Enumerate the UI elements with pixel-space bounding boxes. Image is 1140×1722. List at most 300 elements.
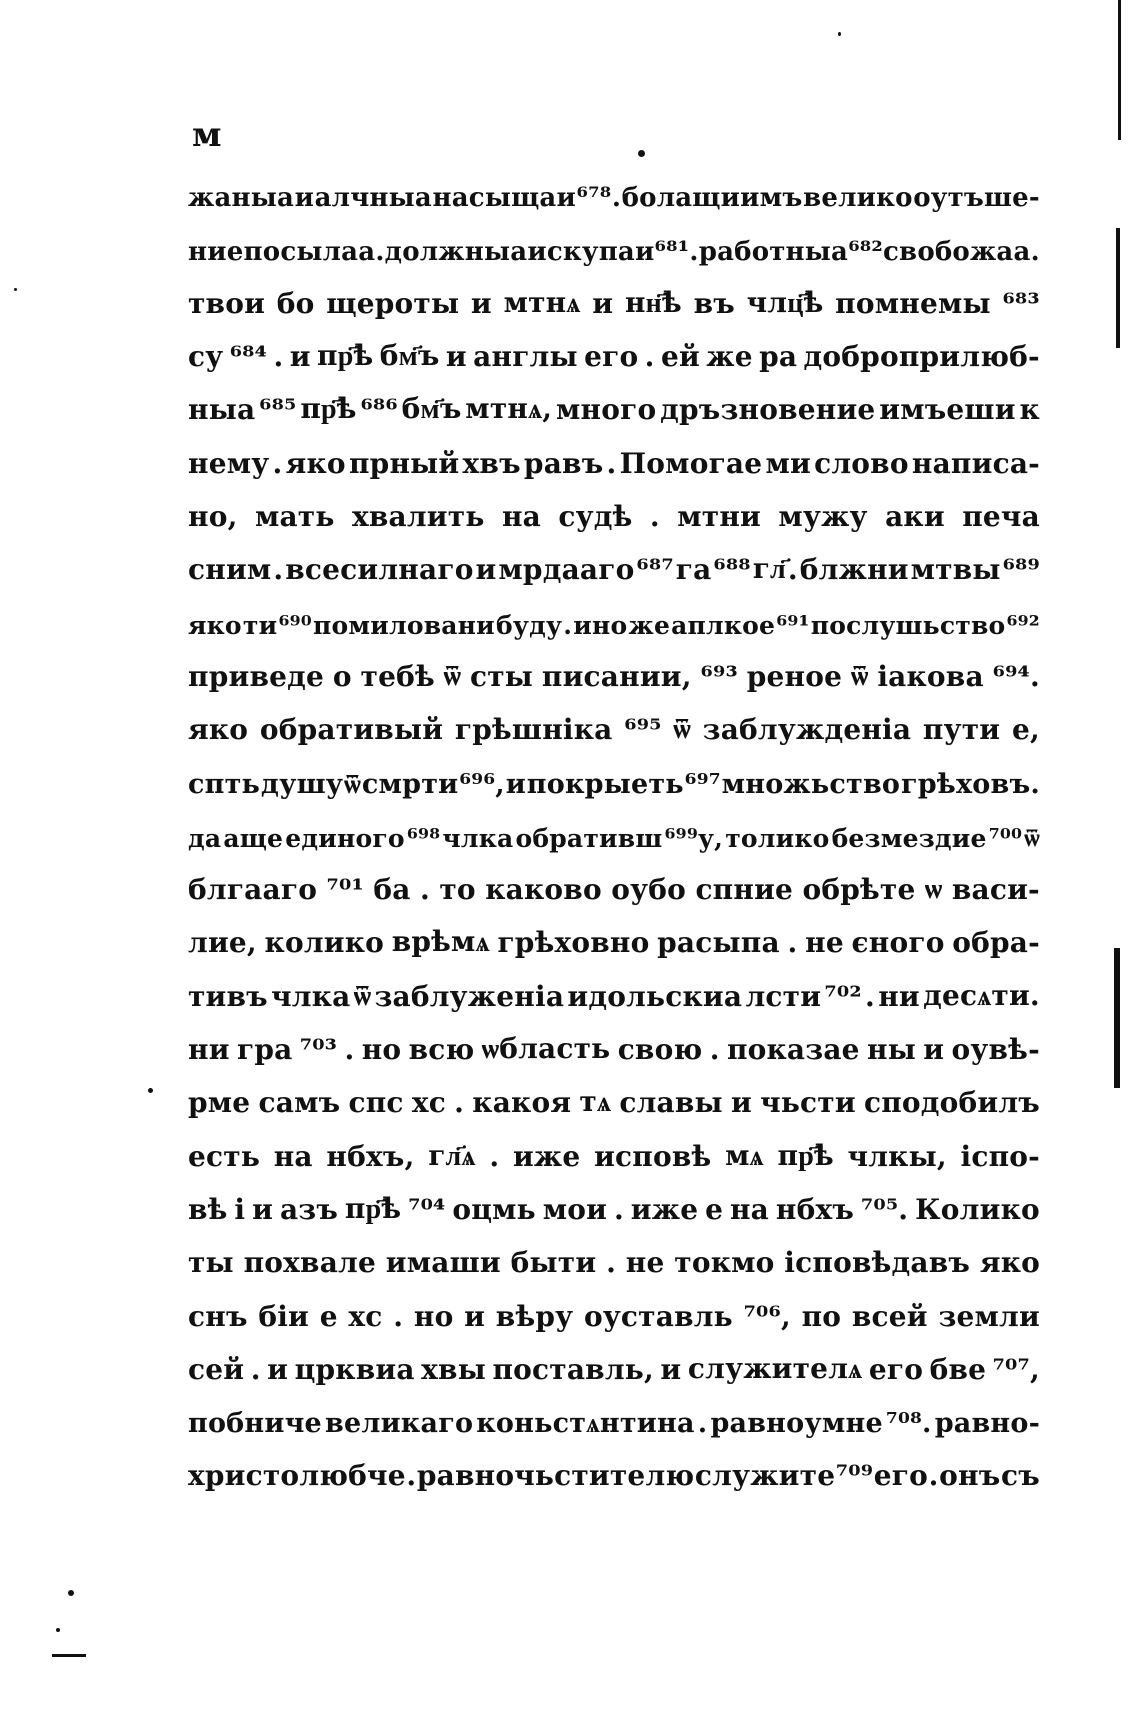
word: токмо	[674, 1246, 775, 1280]
text-line	[188, 426, 1040, 479]
word: .	[613, 1192, 624, 1226]
word: всю	[408, 1033, 475, 1067]
word: иже	[630, 1192, 699, 1226]
word: иже	[512, 1139, 581, 1173]
word: и	[730, 1086, 752, 1120]
word: бо	[276, 286, 315, 320]
word: великаго	[325, 1408, 474, 1440]
scan-edge-mark	[1116, 228, 1120, 348]
word: рме	[188, 1086, 251, 1120]
word: члц҃ѣ	[746, 285, 824, 319]
word: сты	[470, 659, 534, 693]
word: коньстѧнтина	[476, 1408, 695, 1440]
word: единого	[285, 823, 405, 853]
word: ⁶⁹⁶,	[459, 768, 505, 800]
word: и	[252, 1192, 274, 1226]
word: .	[644, 340, 655, 374]
word: .	[709, 1033, 720, 1067]
word: яко	[285, 446, 346, 480]
word: .	[250, 1352, 261, 1386]
word: гл҃ѧ	[428, 1138, 476, 1172]
word: .	[689, 236, 699, 267]
text-line	[188, 959, 1040, 1012]
scan-speck	[14, 288, 17, 291]
word: реное	[746, 659, 843, 693]
word: ти	[242, 610, 278, 640]
text-line	[188, 480, 1040, 533]
word: грѣховъ.	[900, 768, 1040, 800]
word: ни	[878, 979, 920, 1013]
word: мѧ	[725, 1138, 764, 1172]
word: оутъше-	[913, 183, 1040, 214]
word: оцмь	[452, 1192, 536, 1226]
text-line	[188, 320, 1040, 373]
word: лсти	[745, 979, 822, 1013]
word: яко	[188, 610, 242, 640]
page-letter: м	[192, 115, 222, 155]
scan-speck	[56, 1628, 60, 1632]
word: самъ	[258, 1086, 341, 1120]
word: члка	[442, 823, 514, 853]
word: ⁷⁰⁴	[408, 1192, 446, 1226]
word: хвы	[421, 1352, 486, 1386]
word: грѣшніка	[454, 713, 613, 747]
word: писании,	[541, 659, 692, 693]
word: к	[1019, 393, 1040, 427]
word: нбхъ	[775, 1192, 855, 1226]
word: и	[923, 1033, 945, 1067]
text-line	[188, 533, 1040, 586]
word: дръзновение	[660, 393, 876, 427]
word: побниче	[188, 1408, 322, 1440]
word: .	[273, 553, 284, 587]
word: ты	[188, 1246, 234, 1280]
word: же	[706, 340, 753, 374]
word: .	[406, 1459, 417, 1493]
word: множьство	[721, 768, 901, 800]
word: хс	[411, 1086, 446, 1120]
word: тѧ	[579, 1085, 612, 1119]
word: ⁶⁷⁸	[576, 183, 612, 214]
word: ⁶⁸²	[848, 236, 883, 267]
word: .	[606, 1246, 617, 1280]
word: .	[273, 340, 284, 374]
word: ѿ	[353, 978, 372, 1012]
word: толико	[725, 823, 830, 853]
word: насыщаи	[432, 183, 576, 214]
word: су	[188, 340, 224, 374]
word: .	[649, 500, 660, 534]
text-line	[188, 586, 1040, 639]
word: азъ	[279, 1192, 339, 1226]
word: ⁶⁹⁸	[406, 823, 441, 853]
word: га	[675, 553, 712, 587]
word: ныа	[188, 393, 256, 427]
word: колико	[264, 926, 385, 960]
word: .	[272, 446, 283, 480]
word: имъеши	[879, 393, 1016, 427]
word: ми	[765, 446, 811, 480]
text-line	[188, 853, 1040, 906]
word: ⁷⁰¹	[326, 873, 364, 907]
text-line	[188, 1119, 1040, 1172]
word: ⁶⁸³	[1002, 286, 1040, 320]
word: вѣ	[188, 1192, 228, 1226]
word: болащиимъ	[621, 183, 803, 214]
text-line	[188, 906, 1040, 959]
word: буду	[496, 610, 563, 640]
word: .	[606, 446, 617, 480]
word: лие,	[188, 926, 257, 960]
word: .	[865, 979, 875, 1013]
word: .	[563, 610, 573, 640]
word: нему	[188, 446, 270, 480]
word: расыпа	[657, 926, 780, 960]
word: ѿ	[850, 658, 869, 692]
word: каково	[485, 873, 602, 907]
word: ⁶⁹⁹у,	[664, 823, 724, 853]
word: бве	[929, 1352, 987, 1386]
word: ісповѣдавъ	[784, 1246, 971, 1280]
word: велико	[803, 183, 913, 214]
word: ѿ	[344, 768, 362, 800]
word: мтвы	[910, 553, 1001, 587]
word: показае	[726, 1033, 860, 1067]
word: спс	[348, 1086, 404, 1120]
word: Помогае	[619, 446, 763, 480]
word: похвале	[243, 1246, 377, 1280]
word: обративый	[259, 713, 444, 747]
word: мои	[542, 1192, 608, 1226]
word: щероты	[326, 286, 460, 320]
word: ⁷⁰²	[824, 979, 862, 1013]
word: душу	[260, 768, 344, 800]
scan-speck	[838, 32, 841, 36]
word: прный	[348, 446, 460, 480]
word: его	[873, 1459, 929, 1493]
word: .	[787, 553, 798, 587]
scan-edge-mark	[1114, 948, 1120, 1088]
word: яко	[188, 713, 249, 747]
word: ра	[759, 340, 798, 374]
word: хвалить	[351, 500, 485, 534]
word: члкы,	[847, 1139, 947, 1173]
word: свобожаа	[883, 236, 1031, 267]
word: ны	[867, 1033, 916, 1067]
word: ⁷⁰³	[299, 1033, 338, 1067]
word: написа-	[911, 446, 1040, 480]
word: ино	[573, 610, 628, 640]
word: и	[464, 1299, 486, 1333]
word: ⁷⁰⁷,	[992, 1352, 1040, 1386]
word: ⁶⁹³	[700, 659, 738, 693]
word: съ	[1000, 1459, 1040, 1493]
scan-speck	[638, 150, 645, 157]
word: ⁶⁹⁰	[278, 610, 312, 640]
word: заблужденіа	[702, 713, 912, 747]
word: и	[470, 286, 492, 320]
word: ние	[188, 236, 244, 267]
word: безмездие	[831, 823, 987, 853]
word: тивъ	[188, 979, 268, 1013]
word: служителѧ	[687, 1351, 863, 1385]
word: ⁶⁹⁷	[684, 768, 721, 800]
word: равночьстителю	[416, 1459, 695, 1493]
word: нн҃ѣ	[624, 285, 682, 319]
word: и	[505, 768, 526, 800]
word: обративш	[515, 823, 663, 853]
word: яко	[979, 1246, 1040, 1280]
scan-edge-mark	[1118, 0, 1121, 140]
word: вѣру	[495, 1299, 574, 1333]
word: всесилнаго	[285, 553, 474, 587]
scan-speck	[68, 1590, 74, 1596]
word: сей	[188, 1352, 245, 1386]
word: ⁶⁸⁹	[1002, 553, 1040, 587]
word: свою	[617, 1033, 703, 1067]
word: поставль,	[492, 1352, 654, 1386]
word: десѧти.	[923, 978, 1040, 1012]
word: равъ	[523, 446, 604, 480]
word: ⁷⁰⁸.	[885, 1408, 932, 1440]
word: оуставль	[583, 1299, 733, 1333]
word: алчныа	[314, 183, 432, 214]
scan-edge-mark	[52, 1654, 86, 1657]
word: и	[445, 340, 467, 374]
word: на	[501, 500, 541, 534]
word: и	[475, 553, 497, 587]
word: спть	[188, 768, 261, 800]
text-line	[188, 1333, 1040, 1386]
word: гра	[236, 1033, 293, 1067]
word: но	[361, 1033, 402, 1067]
word: равноумне	[710, 1408, 883, 1440]
word: црквиа	[294, 1352, 415, 1386]
text-line	[188, 1279, 1040, 1332]
word: бм҃ъ	[379, 339, 440, 373]
text-line	[188, 213, 1040, 266]
text-line	[188, 1439, 1040, 1492]
text-line	[188, 746, 1040, 799]
word: обрѣте	[802, 873, 916, 907]
word: много	[556, 393, 657, 427]
word: мтнѧ	[503, 285, 581, 319]
word: твои	[188, 286, 266, 320]
word: мтни	[677, 500, 762, 534]
word: .	[787, 926, 798, 960]
word: искупаи	[527, 236, 655, 267]
word: ⁶⁹⁴.	[992, 659, 1040, 693]
word: хвъ	[462, 446, 521, 480]
word: .	[393, 1299, 404, 1333]
word: ѿ	[443, 658, 462, 692]
word: .	[454, 1086, 465, 1120]
word: грѣховно	[497, 926, 650, 960]
word: ей	[660, 340, 700, 374]
word: іспо-	[960, 1139, 1040, 1173]
word: всей	[851, 1299, 928, 1333]
word: ⁷⁰⁹	[835, 1459, 874, 1493]
word: же	[628, 610, 671, 640]
word: помнемы	[835, 286, 991, 320]
word: .	[1030, 236, 1040, 267]
word: аплкое	[671, 610, 776, 640]
word: хс	[348, 1299, 383, 1333]
word: англы	[473, 340, 578, 374]
text-line	[188, 1013, 1040, 1066]
word: на	[729, 1192, 770, 1226]
word: оувѣ-	[951, 1033, 1040, 1067]
word: но,	[188, 500, 238, 534]
word: посылаа	[243, 236, 376, 267]
word: и	[289, 340, 311, 374]
text-block	[188, 160, 1040, 1492]
word: .	[611, 183, 622, 214]
word: приведе	[188, 659, 324, 693]
word: ѡ	[924, 872, 943, 906]
word: ⁷⁰⁵.	[860, 1192, 909, 1226]
word: помиловани	[312, 610, 495, 640]
word: ⁶⁸⁷	[636, 553, 674, 587]
word: ⁶⁹¹	[776, 610, 810, 640]
word: ѡбласть	[481, 1032, 611, 1066]
word: гл҃	[752, 552, 786, 586]
word: славы	[619, 1086, 723, 1120]
word: обра-	[952, 926, 1040, 960]
word: печа	[962, 500, 1040, 534]
word: е	[319, 1299, 338, 1333]
word: ⁷⁰⁶,	[743, 1299, 791, 1333]
word: мужу	[778, 500, 868, 534]
word: работныа	[698, 236, 849, 267]
word: ѿ	[673, 712, 691, 746]
word: ⁶⁸⁴	[229, 340, 268, 374]
word: послушьство	[810, 610, 1006, 640]
word: быти	[510, 1246, 597, 1280]
scan-speck	[148, 1088, 153, 1093]
word: но	[413, 1299, 454, 1333]
word: имаши	[385, 1246, 501, 1280]
text-line	[188, 1386, 1040, 1439]
word: онъ	[939, 1459, 1001, 1493]
word: заблуженіа	[374, 979, 565, 1013]
word: спние	[695, 873, 794, 907]
word: есть	[188, 1139, 261, 1173]
word: ни	[188, 1033, 230, 1067]
word: ⁶⁸¹	[654, 236, 690, 267]
word: о	[332, 659, 352, 693]
word: его	[584, 340, 639, 374]
word: и	[592, 286, 614, 320]
word: пр҃ѣ	[300, 392, 357, 426]
word: то	[439, 873, 476, 907]
word: аще	[223, 823, 284, 853]
word: христолюбче	[188, 1459, 406, 1493]
word: равно-	[934, 1408, 1040, 1440]
word: бм҃ъ	[401, 392, 462, 426]
word: слово	[814, 446, 909, 480]
word: біи	[258, 1299, 309, 1333]
word: .	[489, 1139, 500, 1173]
word: іакова	[877, 659, 984, 693]
word: блжни	[799, 553, 909, 587]
word: ба	[373, 873, 411, 907]
word: васи-	[951, 873, 1040, 907]
word: и	[660, 1352, 682, 1386]
word: какоя	[472, 1086, 572, 1120]
word: мрдааго	[498, 553, 635, 587]
word: да	[188, 823, 222, 853]
text-line	[188, 1226, 1040, 1279]
text-line	[188, 267, 1040, 320]
word: и	[267, 1352, 289, 1386]
word: пр҃ѣ	[317, 339, 374, 373]
word: ⁷⁰⁰	[988, 823, 1023, 853]
text-line	[188, 373, 1040, 426]
word: сподобилъ	[863, 1086, 1040, 1120]
text-line	[188, 800, 1040, 853]
word: исповѣ	[594, 1139, 712, 1173]
word: пр҃ѣ	[777, 1138, 834, 1172]
word: его	[868, 1352, 924, 1386]
word: служите	[694, 1459, 836, 1493]
word: ѿ	[1024, 822, 1040, 852]
word: въ	[693, 286, 735, 320]
word: чьсти	[760, 1086, 856, 1120]
text-line	[188, 640, 1040, 693]
word: мать	[254, 500, 335, 534]
word: доброприлюб-	[803, 340, 1040, 374]
word: нбхъ,	[326, 1139, 415, 1173]
word: земли	[938, 1299, 1040, 1333]
word: ⁶⁸⁶	[360, 393, 398, 427]
word: .	[420, 873, 430, 907]
word: покрыеть	[526, 768, 684, 800]
word: .	[928, 1459, 939, 1493]
word: ⁶⁸⁸	[713, 553, 751, 587]
word: ⁶⁸⁵	[259, 393, 297, 427]
text-line	[188, 1066, 1040, 1119]
word: врѣмѧ	[391, 925, 490, 959]
word: Колико	[915, 1192, 1040, 1226]
word: тебѣ	[360, 659, 435, 693]
word: блгааго	[188, 873, 318, 907]
word: снъ	[188, 1299, 248, 1333]
word: жаныа	[188, 183, 295, 214]
word: члка	[271, 979, 351, 1013]
text-line	[188, 1173, 1040, 1226]
word: е,	[1011, 713, 1040, 747]
word: і	[234, 1192, 246, 1226]
word: идольскиа	[567, 979, 743, 1013]
word: .	[375, 236, 385, 267]
word: смрти	[361, 768, 459, 800]
text-line	[188, 160, 1040, 213]
word: и	[294, 183, 315, 214]
text-line	[188, 693, 1040, 746]
word: не	[625, 1246, 665, 1280]
word: е	[705, 1192, 724, 1226]
word: на	[273, 1139, 313, 1173]
word: аки	[885, 500, 945, 534]
word: .	[344, 1033, 355, 1067]
word: мтнѧ,	[465, 392, 553, 426]
word: не	[805, 926, 844, 960]
word: єного	[851, 926, 945, 960]
word: судѣ	[558, 500, 633, 534]
word: пути	[922, 713, 1001, 747]
word: ⁶⁹⁵	[624, 713, 662, 747]
